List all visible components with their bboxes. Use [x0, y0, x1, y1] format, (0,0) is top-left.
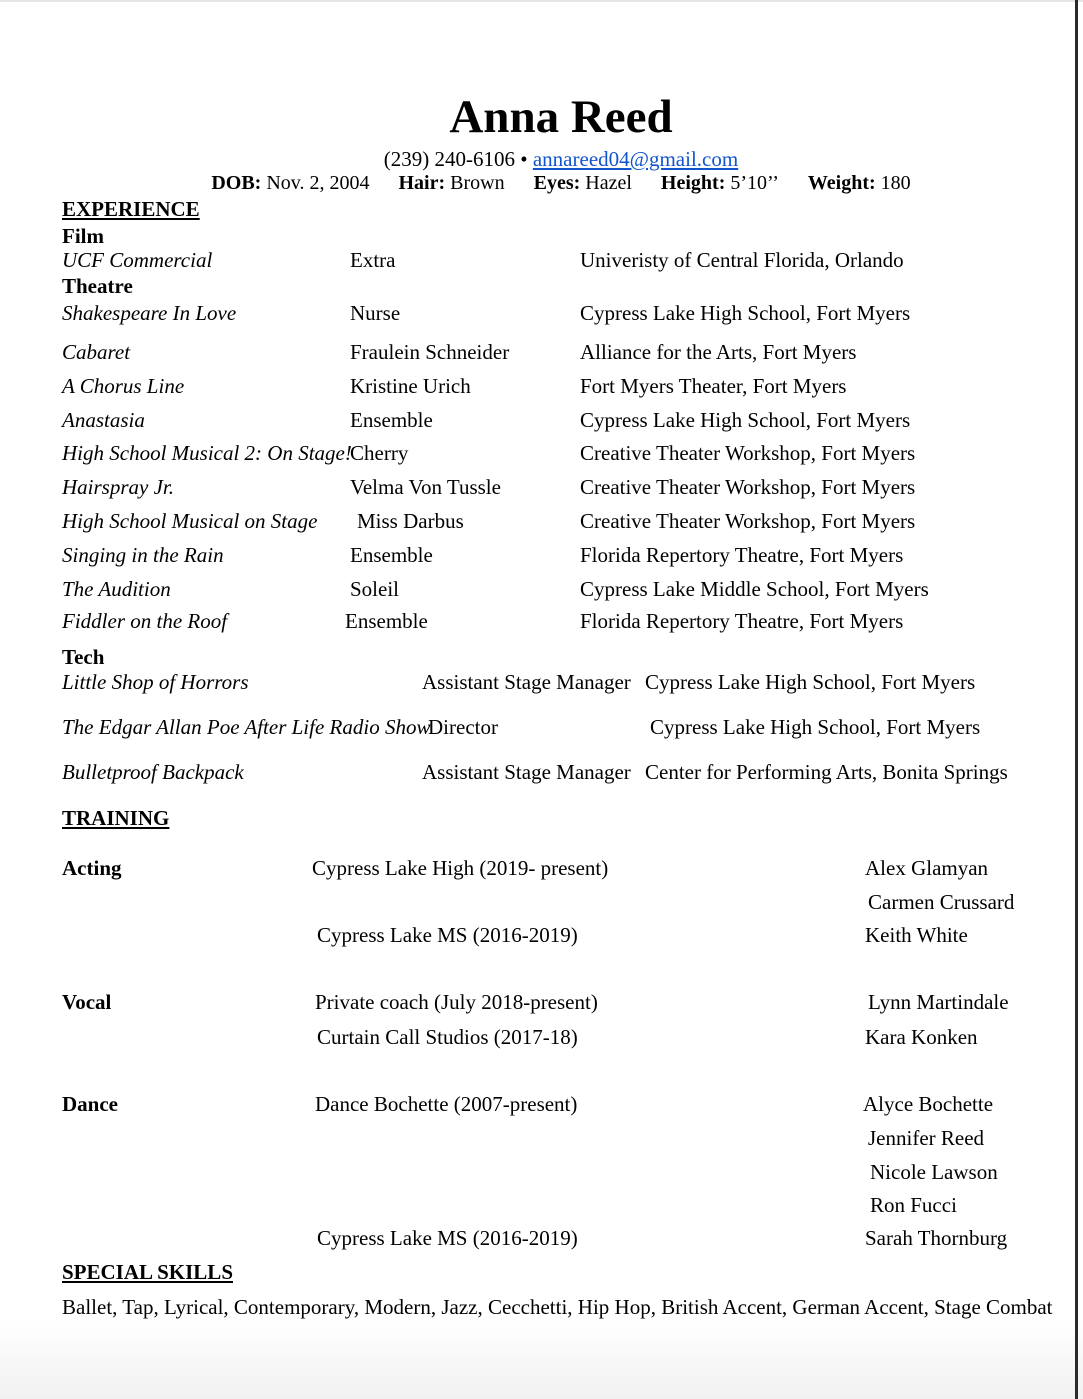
table-row — [0, 670, 1083, 696]
show-venue: Fort Myers Theater, Fort Myers — [580, 374, 847, 398]
table-row — [0, 301, 1083, 327]
show-venue: Creative Theater Workshop, Fort Myers — [580, 509, 916, 533]
table-row — [0, 856, 1083, 882]
table-row — [0, 890, 1083, 916]
table-row — [0, 1126, 1083, 1152]
show-title: The Edgar Allan Poe After Life Radio Show — [62, 715, 431, 739]
training-place: Curtain Call Studios (2017-18) — [317, 1025, 578, 1049]
show-title: High School Musical 2: On Stage! — [62, 441, 352, 465]
training-place: Dance Bochette (2007-present) — [315, 1092, 578, 1116]
table-row — [0, 509, 1083, 535]
show-venue: Cypress Lake High School, Fort Myers — [580, 301, 911, 325]
table-row — [0, 577, 1083, 603]
table-row — [0, 543, 1083, 569]
subsection-heading-theatre: Theatre — [62, 274, 133, 298]
table-row — [0, 1092, 1083, 1118]
table-row — [0, 760, 1083, 786]
show-venue: Center for Performing Arts, Bonita Springs — [645, 760, 1008, 784]
table-row — [0, 408, 1083, 434]
table-row — [0, 248, 1083, 274]
show-role: Ensemble — [350, 408, 433, 432]
show-role: Extra — [350, 248, 396, 272]
show-venue: Florida Repertory Theatre, Fort Myers — [580, 609, 904, 633]
page-bottom-shadow — [0, 1319, 1083, 1399]
show-title: UCF Commercial — [62, 248, 213, 272]
training-category: Acting — [62, 856, 122, 880]
email-link[interactable]: annareed04@gmail.com — [532, 147, 739, 171]
contact-separator: • — [520, 147, 528, 171]
subsection-heading-film: Film — [62, 224, 104, 248]
training-place: Cypress Lake High (2019- present) — [312, 856, 609, 880]
show-venue: Univeristy of Central Florida, Orlando — [580, 248, 904, 272]
table-row — [0, 340, 1083, 366]
show-venue: Cypress Lake High School, Fort Myers — [650, 715, 981, 739]
show-role: Ensemble — [350, 543, 433, 567]
section-heading-special-skills: SPECIAL SKILLS — [62, 1260, 233, 1284]
phone-number: (239) 240-6106 — [383, 147, 515, 171]
training-teacher: Alyce Bochette — [863, 1092, 994, 1116]
training-place: Cypress Lake MS (2016-2019) — [317, 1226, 578, 1250]
table-row — [0, 1226, 1083, 1252]
window-right-edge — [1075, 0, 1078, 1399]
show-role: Ensemble — [345, 609, 428, 633]
vital-height: Height: 5’10’’ — [660, 172, 779, 194]
show-title: Hairspray Jr. — [62, 475, 175, 499]
training-teacher: Alex Glamyan — [865, 856, 989, 880]
show-title: Shakespeare In Love — [62, 301, 237, 325]
show-role: Fraulein Schneider — [350, 340, 510, 364]
show-venue: Cypress Lake High School, Fort Myers — [580, 408, 911, 432]
training-place: Private coach (July 2018-present) — [315, 990, 598, 1014]
vital-eyes: Eyes: Hazel — [533, 172, 632, 194]
show-role: Cherry — [350, 441, 409, 465]
show-venue: Cypress Lake Middle School, Fort Myers — [580, 577, 929, 601]
vital-dob: DOB: Nov. 2, 2004 — [211, 172, 370, 194]
table-row — [0, 374, 1083, 400]
training-teacher: Sarah Thornburg — [865, 1226, 1008, 1250]
training-teacher: Jennifer Reed — [868, 1126, 985, 1150]
show-title: Singing in the Rain — [62, 543, 224, 567]
show-role: Velma Von Tussle — [350, 475, 501, 499]
training-place: Cypress Lake MS (2016-2019) — [317, 923, 578, 947]
show-venue: Creative Theater Workshop, Fort Myers — [580, 475, 916, 499]
show-role: Kristine Urich — [350, 374, 471, 398]
training-teacher: Lynn Martindale — [868, 990, 1009, 1014]
training-teacher: Ron Fucci — [870, 1193, 957, 1217]
show-title: Bulletproof Backpack — [62, 760, 244, 784]
table-row — [0, 715, 1083, 741]
table-row — [0, 475, 1083, 501]
show-role: Director — [428, 715, 498, 739]
show-venue: Alliance for the Arts, Fort Myers — [580, 340, 857, 364]
table-row — [0, 1025, 1083, 1051]
training-category: Dance — [62, 1092, 118, 1116]
show-title: Little Shop of Horrors — [62, 670, 249, 694]
show-title: Fiddler on the Roof — [62, 609, 228, 633]
show-role: Miss Darbus — [357, 509, 464, 533]
training-teacher: Nicole Lawson — [870, 1160, 998, 1184]
resume-name: Anna Reed — [449, 91, 673, 143]
show-role: Assistant Stage Manager — [422, 760, 631, 784]
show-venue: Cypress Lake High School, Fort Myers — [645, 670, 976, 694]
training-category: Vocal — [62, 990, 112, 1014]
vital-weight: Weight: 180 — [807, 172, 911, 194]
show-role: Soleil — [350, 577, 400, 601]
vitals-line — [62, 171, 1060, 195]
show-title: Anastasia — [62, 408, 145, 432]
special-skills-text: Ballet, Tap, Lyrical, Contemporary, Modern, Jazz, Cecchetti, Hip Hop, British Accent, German Accent, Stage Combat — [62, 1295, 1053, 1319]
subsection-heading-tech: Tech — [62, 645, 105, 669]
table-row — [0, 923, 1083, 949]
training-teacher: Carmen Crussard — [868, 890, 1015, 914]
section-heading-experience: EXPERIENCE — [62, 197, 200, 221]
show-role: Nurse — [350, 301, 401, 325]
training-teacher: Keith White — [865, 923, 968, 947]
vital-hair: Hair: Brown — [398, 172, 505, 194]
page-top-border — [0, 0, 1083, 2]
show-title: High School Musical on Stage — [62, 509, 318, 533]
show-venue: Creative Theater Workshop, Fort Myers — [580, 441, 916, 465]
section-heading-training: TRAINING — [62, 806, 170, 830]
table-row — [0, 441, 1083, 467]
training-teacher: Kara Konken — [865, 1025, 978, 1049]
show-title: The Audition — [62, 577, 171, 601]
table-row — [0, 990, 1083, 1016]
table-row — [0, 1160, 1083, 1186]
show-role: Assistant Stage Manager — [422, 670, 631, 694]
table-row — [0, 1193, 1083, 1219]
table-row — [0, 609, 1083, 635]
show-title: Cabaret — [62, 340, 131, 364]
show-venue: Florida Repertory Theatre, Fort Myers — [580, 543, 904, 567]
show-title: A Chorus Line — [62, 374, 185, 398]
contact-line — [62, 147, 1060, 171]
